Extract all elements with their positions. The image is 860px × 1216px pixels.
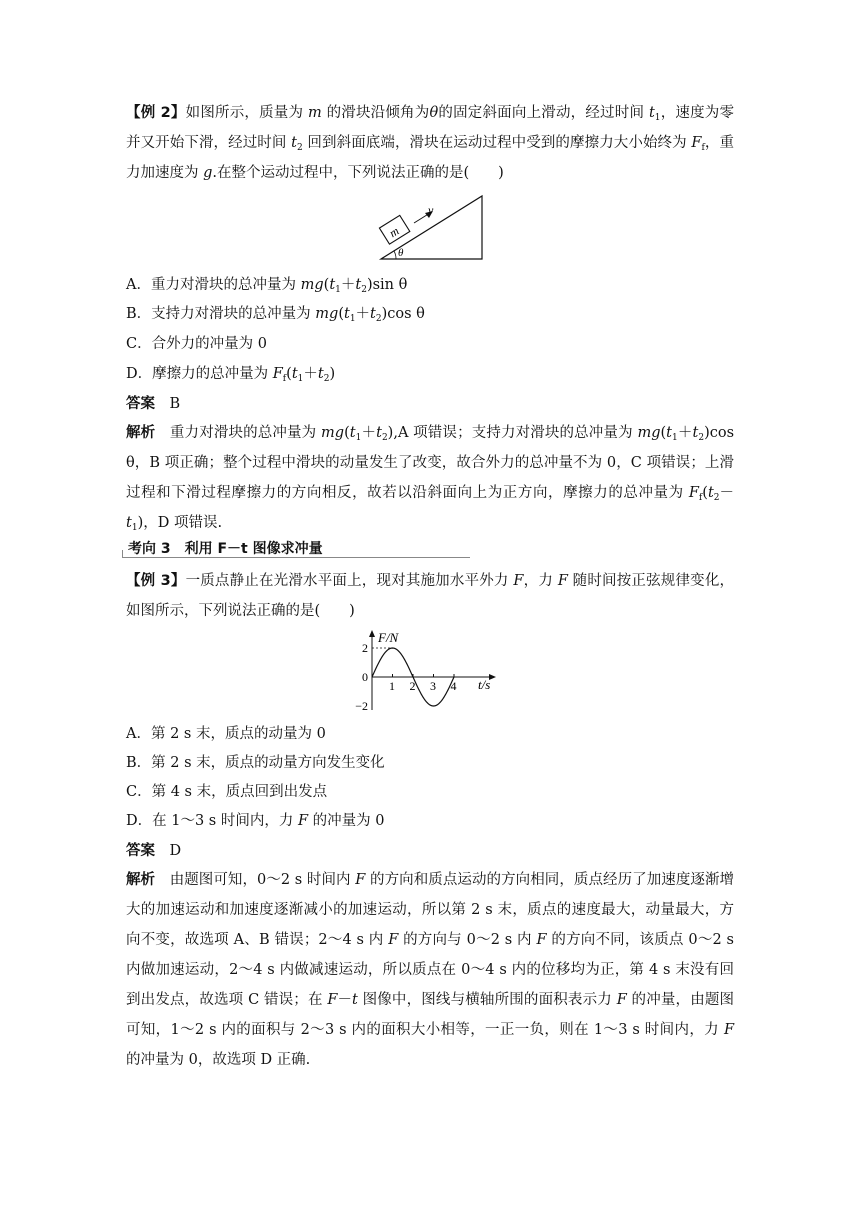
incline-figure bbox=[378, 193, 488, 263]
section-heading-text: 考向 3 利用 F－t 图像求冲量 bbox=[128, 541, 323, 557]
angle-label: θ bbox=[398, 247, 404, 259]
example-3-stem: 【例 3】一质点静止在光滑水平面上，现对其施加水平外力 F，力 F 随时间按正弦规律变化，如图所示，下列说法正确的是( ) bbox=[126, 573, 735, 619]
example-2-tag: 【例 2】 bbox=[126, 105, 186, 121]
example-2-option-b[interactable]: B．支持力对滑块的总冲量为 $mg(t_1+t_2)\cos$ θ bbox=[126, 306, 425, 324]
y-axis-arrow bbox=[369, 630, 375, 637]
y-tick-label: 2 bbox=[362, 641, 368, 655]
velocity-label: v bbox=[428, 203, 434, 217]
x-tick-label: 4 bbox=[450, 679, 457, 693]
y-axis-label: F/N bbox=[378, 630, 399, 645]
y-tick-label: 0 bbox=[362, 670, 368, 684]
force-time-chart bbox=[350, 628, 500, 716]
example-2-option-c[interactable]: C．合外力的冲量为 0 bbox=[126, 336, 267, 352]
example-2-option-d[interactable]: D．摩擦力的总冲量为 $F_f(t_1+t_2)$ bbox=[126, 366, 336, 384]
example-2-option-a[interactable]: A．重力对滑块的总冲量为 $mg(t_1+t_2)\sin$ θ bbox=[126, 277, 408, 295]
y-tick-label: −2 bbox=[355, 699, 368, 713]
example-3-option-c[interactable]: C．第 4 s 末，质点回到出发点 bbox=[126, 784, 328, 800]
x-tick-label: 3 bbox=[430, 679, 436, 693]
example-3-analysis: 解析 由题图可知，0～2 s 时间内 F 的方向和质点运动的方向相同，质点经历了加速度逐渐增大的加速运动和加速度逐渐减小的加速运动，所以第 2 s 末，质点的速度最大，动量最大，方向不变，故选项 A、B 错误；2～4 s 内 F 的方向与 0～2 s 内 F 的方向不同，该质点 0～2 s 内做加速运动，2～4 s 内做减速运动，所以质点在 0～4 s 内的位移均为正，第 4 s 末没有回到出发点，故选项 C 错误；在 F－t 图像中，图线与横轴所围的面积表示力 F 的冲量，由题图可知，1～2 s 内的面积与 2～3 s 内的面积大小相等，一正一负，则在 1～3 s 时间内，力 F 的冲量为 0，故选项 D 正确. bbox=[126, 872, 735, 1068]
example-3-option-b[interactable]: B．第 2 s 末，质点的动量方向发生变化 bbox=[126, 755, 385, 771]
example-2-answer: 答案 B bbox=[126, 396, 181, 412]
example-2-analysis: 解析 重力对滑块的总冲量为 $mg(t_1+t_2),A$ 项错误；支持力对滑块的总冲量为 $mg(t_1+t_2)\cos$ θ，B 项正确；整个过程中滑块的动量发生了改变，故合外力的总冲量不为 0，C 项错误；上滑过程和下滑过程摩擦力的方向相反，故若以沿斜面向上为正方向，摩擦力的总冲量为 $F_f(t_2-t_1)$，D 项错误. bbox=[126, 425, 735, 533]
block-label: m bbox=[386, 223, 402, 241]
example-2-stem: 【例 2】如图所示，质量为 m 的滑块沿倾角为θ的固定斜面向上滑动，经过时间 $t_1$，速度为零并又开始下滑，经过时间 $t_2$ 回到斜面底端，滑块在运动过程中受到的摩擦力大小始终为 $F_f$，重力加速度为 g.在整个运动过程中，下列说法正确的是( ) bbox=[126, 105, 735, 181]
section-heading bbox=[118, 537, 470, 561]
example-3-option-d[interactable]: D．在 1～3 s 时间内，力 F 的冲量为 0 bbox=[126, 813, 385, 829]
example-3-tag: 【例 3】 bbox=[126, 573, 186, 589]
x-tick-label: 2 bbox=[409, 679, 416, 693]
example-3-answer: 答案 D bbox=[126, 843, 182, 859]
x-tick-label: 1 bbox=[389, 679, 395, 693]
x-axis-label: t/s bbox=[478, 677, 491, 692]
example-3-option-a[interactable]: A．第 2 s 末，质点的动量为 0 bbox=[126, 726, 326, 742]
